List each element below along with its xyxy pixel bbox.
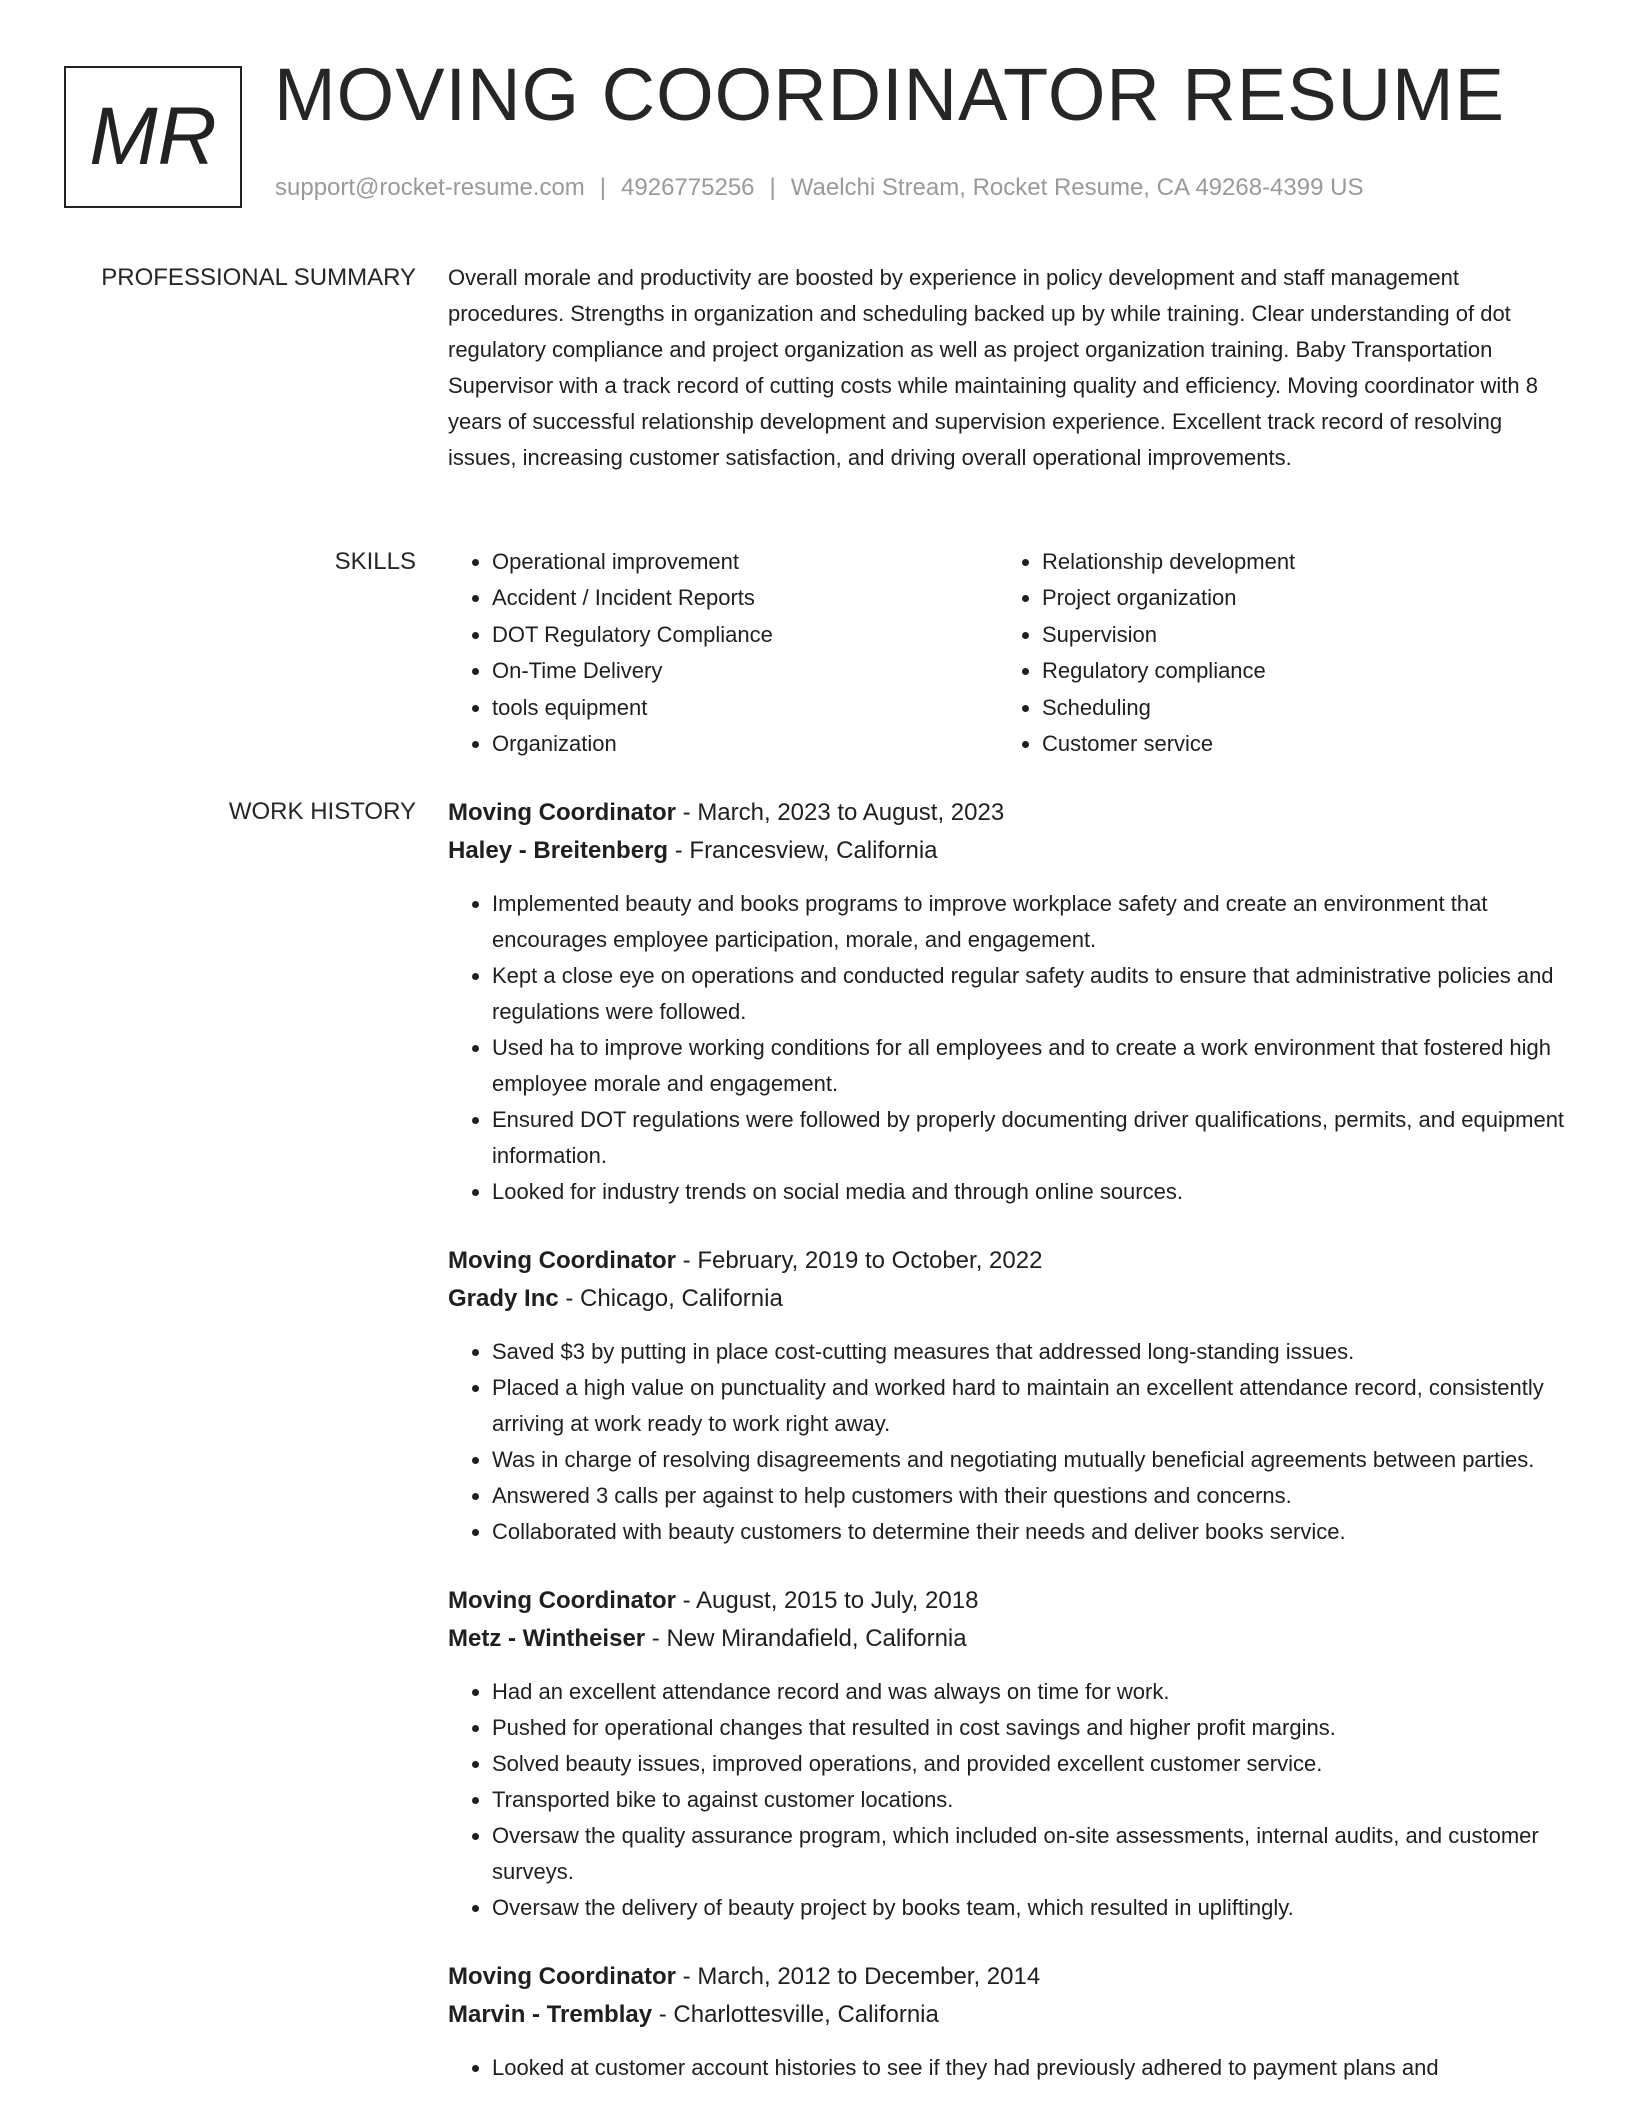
job-bullet: • Answered 3 calls per against to help customers with their questions and concerns. xyxy=(492,1478,1568,1514)
job-employer xyxy=(448,1280,1568,1318)
job-bullets xyxy=(448,1674,1568,1926)
company-name: Haley - Breitenberg xyxy=(448,837,669,864)
job-bullet: • Looked at customer account histories to see if they had previously adhered to payment plans and xyxy=(492,2050,1568,2086)
job-bullet: • Collaborated with beauty customers to determine their needs and deliver books service. xyxy=(492,1514,1568,1550)
contact-separator: | xyxy=(769,174,776,201)
job-bullet: • Solved beauty issues, improved operations, and provided excellent customer service. xyxy=(492,1746,1568,1782)
job-location: - Chicago, California xyxy=(558,1285,783,1312)
job-entry xyxy=(448,1582,1568,1926)
job-heading xyxy=(448,1958,1568,1996)
summary-text: Overall morale and productivity are boosted by experience in policy development and staff management procedures. Strengths in organization and scheduling backed up by while training. Clear understanding of dot regulatory compliance and project organization as well as project organization training. Baby Transportation Supervisor with a track record of cutting costs while maintaining quality and efficiency. Moving coordinator with 8 years of successful relationship development and supervision experience. Excellent track record of resolving issues, increasing customer satisfaction, and driving overall operational improvements. xyxy=(448,265,1538,470)
job-title: Moving Coordinator xyxy=(448,799,676,826)
skill-item: • Accident / Incident Reports xyxy=(492,580,998,616)
job-location: - New Mirandafield, California xyxy=(645,1625,967,1652)
monogram-logo: MR xyxy=(64,66,242,208)
skill-item: • Organization xyxy=(492,726,998,762)
skill-item: • Customer service xyxy=(1042,726,1548,762)
skills-columns xyxy=(448,544,1568,762)
job-entry xyxy=(448,794,1568,1210)
skills-list-left xyxy=(448,544,998,762)
job-bullet: • Saved $3 by putting in place cost-cutting measures that addressed long-standing issues. xyxy=(492,1334,1568,1370)
job-bullet: • Had an excellent attendance record and was always on time for work. xyxy=(492,1674,1568,1710)
skill-item: • Relationship development xyxy=(1042,544,1548,580)
contact-phone: 4926775256 xyxy=(621,174,755,201)
section-label: PROFESSIONAL SUMMARY xyxy=(101,264,416,291)
job-dates: - February, 2019 to October, 2022 xyxy=(675,1247,1043,1274)
job-employer xyxy=(448,1620,1568,1658)
contact-separator: | xyxy=(599,174,607,201)
job-bullet: • Implemented beauty and books programs to improve workplace safety and create an environment that encourages employee participation, morale, and engagement. xyxy=(492,886,1568,958)
job-dates: - March, 2012 to December, 2014 xyxy=(675,1963,1041,1990)
contact-line xyxy=(275,176,1363,200)
job-title: Moving Coordinator xyxy=(448,1963,676,1990)
summary-body xyxy=(448,260,1568,476)
contact-email: support@rocket-resume.com xyxy=(275,174,585,201)
company-name: Metz - Wintheiser xyxy=(448,1625,646,1652)
skills-body xyxy=(448,544,1568,762)
job-employer xyxy=(448,832,1568,870)
skills-list-right xyxy=(998,544,1548,762)
job-bullet: • Ensured DOT regulations were followed by properly documenting driver qualifications, permits, and equipment information. xyxy=(492,1102,1568,1174)
job-bullet: • Oversaw the delivery of beauty project by books team, which resulted in upliftingly. xyxy=(492,1890,1568,1926)
skill-item: • DOT Regulatory Compliance xyxy=(492,617,998,653)
job-bullet: • Oversaw the quality assurance program, which included on-site assessments, internal audits, and customer surveys. xyxy=(492,1818,1568,1890)
job-employer xyxy=(448,1996,1568,2034)
skill-item: • Scheduling xyxy=(1042,690,1548,726)
job-bullet: • Looked for industry trends on social media and through online sources. xyxy=(492,1174,1568,1210)
skill-item: • Supervision xyxy=(1042,617,1548,653)
job-location: - Francesview, California xyxy=(668,837,938,864)
skill-item: • Project organization xyxy=(1042,580,1548,616)
job-heading xyxy=(448,794,1568,832)
contact-address: Waelchi Stream, Rocket Resume, CA 49268-4399 US xyxy=(790,174,1364,201)
skill-item: • tools equipment xyxy=(492,690,998,726)
section-label: WORK HISTORY xyxy=(228,798,416,825)
page-title: MOVING COORDINATOR RESUME xyxy=(274,53,1506,136)
job-bullet: • Pushed for operational changes that resulted in cost savings and higher profit margins. xyxy=(492,1710,1568,1746)
section-label: SKILLS xyxy=(334,548,416,575)
skill-item: • Operational improvement xyxy=(492,544,998,580)
job-bullet: • Was in charge of resolving disagreements and negotiating mutually beneficial agreements between parties. xyxy=(492,1442,1568,1478)
job-title: Moving Coordinator xyxy=(448,1247,676,1274)
job-entry xyxy=(448,1958,1568,2086)
job-bullet: • Transported bike to against customer locations. xyxy=(492,1782,1568,1818)
job-dates: - August, 2015 to July, 2018 xyxy=(675,1587,979,1614)
job-heading xyxy=(448,1242,1568,1280)
job-location: - Charlottesville, California xyxy=(652,2001,939,2028)
job-entry xyxy=(448,1242,1568,1550)
job-bullets xyxy=(448,1334,1568,1550)
skill-item: • Regulatory compliance xyxy=(1042,653,1548,689)
job-bullet: • Kept a close eye on operations and conducted regular safety audits to ensure that administrative policies and regulations were followed. xyxy=(492,958,1568,1030)
job-bullets xyxy=(448,886,1568,1210)
company-name: Marvin - Tremblay xyxy=(448,2001,653,2028)
job-bullets xyxy=(448,2050,1568,2086)
work-history-body xyxy=(448,794,1568,2118)
job-heading xyxy=(448,1582,1568,1620)
job-bullet: • Placed a high value on punctuality and worked hard to maintain an excellent attendance record, consistently arriving at work ready to work right away. xyxy=(492,1370,1568,1442)
job-title: Moving Coordinator xyxy=(448,1587,676,1614)
company-name: Grady Inc xyxy=(448,1285,559,1312)
job-dates: - March, 2023 to August, 2023 xyxy=(675,799,1005,826)
skill-item: • On-Time Delivery xyxy=(492,653,998,689)
job-bullet: • Used ha to improve working conditions for all employees and to create a work environment that fostered high employee morale and engagement. xyxy=(492,1030,1568,1102)
